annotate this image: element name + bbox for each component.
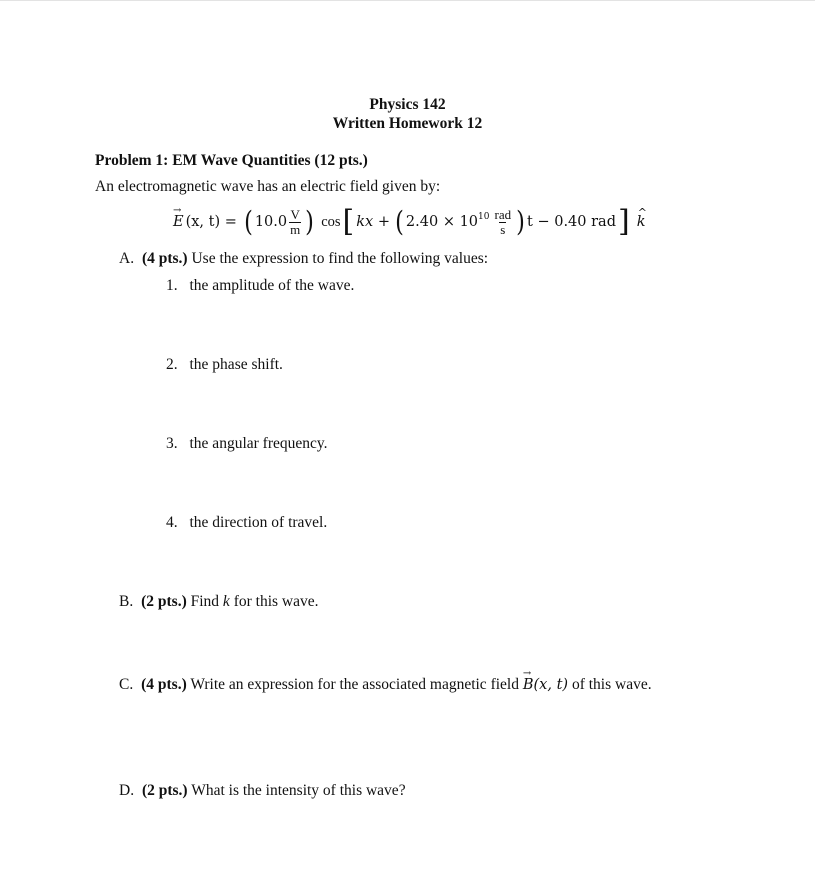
part-b: [119, 593, 318, 611]
part-a-item-4: [166, 514, 327, 532]
item-text: the angular frequency.: [189, 435, 328, 452]
part-c-letter: C.: [119, 676, 134, 693]
eq-args: (x, t) =: [185, 214, 237, 230]
eq-amp-unit-num: V: [290, 206, 300, 222]
item-text: the phase shift.: [189, 356, 283, 373]
part-b-points: (2 pts.): [141, 593, 187, 610]
item-number: 1.: [166, 277, 178, 294]
part-a-points: (4 pts.): [141, 250, 188, 267]
eq-lhs-vector: → E: [173, 214, 184, 230]
item-number: 3.: [166, 435, 178, 452]
part-d: [119, 782, 406, 800]
eq-kx: kx +: [356, 214, 390, 230]
eq-omega-unit-den: s: [500, 221, 506, 237]
part-b-var: k: [222, 593, 230, 610]
item-text: the direction of travel.: [189, 514, 328, 531]
part-c-var-args: (x, t): [533, 677, 569, 693]
part-a-letter: A.: [119, 250, 135, 267]
eq-omega-unit-num: rad: [494, 206, 512, 222]
part-c-text-pre: Write an expression for the associated magnetic field: [190, 676, 519, 693]
part-c-points: (4 pts.): [141, 676, 187, 693]
eq-omega-unit: [493, 208, 512, 236]
problem-intro: An electromagnetic wave has an electric field given by:: [95, 178, 441, 195]
part-b-text-post: for this wave.: [233, 593, 319, 610]
part-a-item-3: [166, 435, 328, 453]
page-top-border: [0, 0, 815, 1]
eq-paren-close: ): [305, 205, 315, 238]
eq-cos: cos: [321, 213, 341, 230]
eq-amplitude: 10.0: [254, 214, 288, 230]
item-number: 2.: [166, 356, 178, 373]
eq-omega-exp: 10: [478, 212, 490, 222]
eq-unit-vector-k: ^ k: [637, 214, 646, 230]
problem-heading: Problem 1: EM Wave Quantities (12 pts.): [95, 152, 368, 169]
item-number: 4.: [166, 514, 178, 531]
item-text: the amplitude of the wave.: [189, 277, 355, 294]
part-a-text: Use the expression to find the following values:: [191, 250, 489, 267]
part-d-text: What is the intensity of this wave?: [191, 782, 406, 799]
eq-omega: 2.40 × 10: [405, 214, 479, 230]
eq-bracket-open: [: [342, 204, 355, 239]
eq-t-term: t − 0.40 rad: [527, 214, 616, 230]
course-title: Physics 142: [369, 96, 446, 113]
eq-paren-open-2: (: [395, 205, 404, 238]
part-c-var: → B: [523, 677, 534, 693]
assignment-title: Written Homework 12: [332, 115, 483, 132]
part-d-letter: D.: [119, 782, 135, 799]
part-a-item-1: [166, 277, 354, 295]
eq-amp-unit-den: m: [290, 221, 301, 237]
part-b-letter: B.: [119, 593, 134, 610]
part-d-points: (2 pts.): [141, 782, 188, 799]
eq-paren-close-2: ): [516, 205, 525, 238]
part-c-text-post: of this wave.: [571, 676, 652, 693]
eq-bracket-close: ]: [617, 204, 630, 239]
part-b-text-pre: Find: [190, 593, 220, 610]
part-a-item-2: [166, 356, 283, 374]
eq-amp-unit: [289, 208, 301, 236]
electric-field-equation: [173, 202, 646, 242]
part-a: [119, 250, 488, 268]
part-c: [119, 676, 652, 694]
eq-paren-open: (: [243, 205, 253, 238]
